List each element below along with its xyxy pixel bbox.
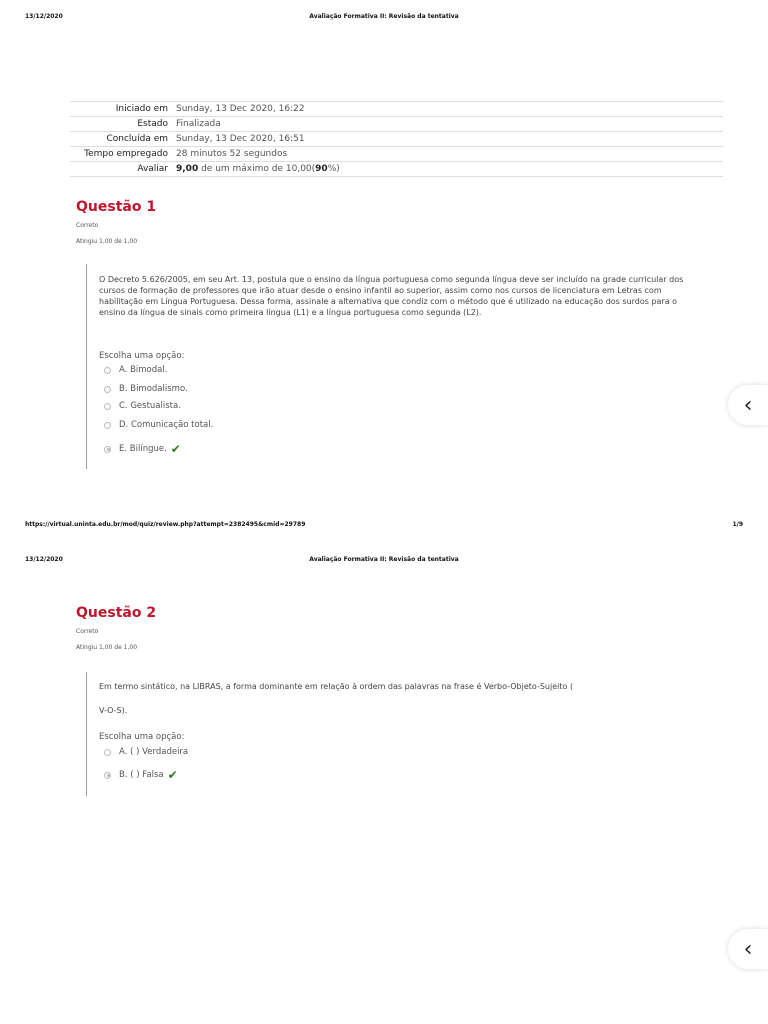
summary-label: Estado bbox=[70, 117, 172, 132]
print-date: 13/12/2020 bbox=[25, 13, 63, 20]
question-2-box bbox=[86, 672, 702, 796]
question-1-text: O Decreto 5.626/2005, em seu Art. 13, postula que o ensino da língua portuguesa como segunda língua deve ser incluído na grade curricular dos cursos de formação de professores que irão atuar desde o ensino infantil ao superior, assim como nos cursos de licenciatura em Letras com habilitação em Língua Portuguesa. Dessa forma, assinale a alternativa que condiz com o método que é utilizado na educação dos surdos para o ensino da língua de sinais como primeira língua (L1) e a língua portuguesa como segunda (L2). bbox=[99, 275, 684, 317]
grade-mid: de um máximo de 10,00( bbox=[198, 164, 316, 174]
option-label: B. ( ) Falsa bbox=[119, 770, 164, 780]
summary-row bbox=[70, 117, 723, 132]
option-label: A. Bimodal. bbox=[119, 365, 168, 375]
summary-row-grade bbox=[70, 162, 723, 177]
question-1-box bbox=[86, 264, 702, 469]
check-icon: ✔ bbox=[170, 442, 181, 456]
question-2-options bbox=[104, 747, 404, 787]
summary-label: Tempo empregado bbox=[70, 147, 172, 162]
summary-row bbox=[70, 132, 723, 147]
question-2-status: Correto bbox=[76, 628, 99, 635]
radio-icon[interactable] bbox=[104, 749, 111, 756]
question-2-prompt: Escolha uma opção: bbox=[99, 732, 185, 742]
radio-selected-icon[interactable] bbox=[104, 772, 111, 779]
summary-row bbox=[70, 102, 723, 117]
question-2-title: Questão 2 bbox=[76, 605, 157, 621]
summary-value: Sunday, 13 Dec 2020, 16:22 bbox=[172, 102, 723, 117]
question-1-options bbox=[104, 364, 404, 464]
option-b[interactable] bbox=[104, 768, 178, 782]
summary-value: Finalizada bbox=[172, 117, 723, 132]
summary-row bbox=[70, 147, 723, 162]
summary-label: Concluída em bbox=[70, 132, 172, 147]
option-c[interactable] bbox=[104, 401, 181, 411]
radio-icon[interactable] bbox=[104, 386, 111, 393]
footer-url: https://virtual.uninta.edu.br/mod/quiz/review.php?attempt=2382495&cmid=29789 bbox=[25, 521, 306, 528]
print-title: Avaliação Formativa II: Revisão da tentativa bbox=[309, 13, 459, 20]
option-d[interactable] bbox=[104, 420, 213, 430]
option-label: A. ( ) Verdadeira bbox=[119, 747, 189, 757]
print-date: 13/12/2020 bbox=[25, 556, 63, 563]
print-title: Avaliação Formativa II: Revisão da tentativa bbox=[309, 556, 459, 563]
grade-score: 9,00 bbox=[176, 164, 199, 174]
radio-icon[interactable] bbox=[104, 403, 111, 410]
chevron-left-icon[interactable]: ‹ bbox=[728, 929, 768, 969]
grade-percent: 90 bbox=[315, 164, 328, 174]
option-a[interactable] bbox=[104, 365, 167, 375]
grade-value bbox=[172, 162, 723, 177]
radio-icon[interactable] bbox=[104, 422, 111, 429]
chevron-left-icon[interactable]: ‹ bbox=[728, 385, 768, 425]
summary-value: 28 minutos 52 segundos bbox=[172, 147, 723, 162]
footer-page-number: 1/9 bbox=[732, 521, 743, 528]
question-2-text-line1: Em termo sintático, na LIBRAS, a forma dominante em relação à ordem das palavras na frase é Verbo-Objeto-Sujeito ( bbox=[99, 682, 574, 691]
check-icon: ✔ bbox=[167, 768, 178, 782]
option-label: B. Bimodalismo. bbox=[119, 384, 188, 394]
radio-selected-icon[interactable] bbox=[104, 446, 111, 453]
summary-value: Sunday, 13 Dec 2020, 16:51 bbox=[172, 132, 723, 147]
question-1-mark: Atingiu 1,00 de 1,00 bbox=[76, 238, 138, 245]
option-label: D. Comunicação total. bbox=[119, 420, 214, 430]
option-label: C. Gestualista. bbox=[119, 401, 181, 411]
option-e[interactable] bbox=[104, 442, 181, 456]
question-1-status: Correto bbox=[76, 222, 99, 229]
option-label: E. Bilíngue. bbox=[119, 444, 167, 454]
option-b[interactable] bbox=[104, 384, 188, 394]
radio-icon[interactable] bbox=[104, 367, 111, 374]
grade-end: %) bbox=[327, 164, 340, 174]
question-1-title: Questão 1 bbox=[76, 199, 157, 215]
option-a[interactable] bbox=[104, 747, 188, 757]
question-1-prompt: Escolha uma opção: bbox=[99, 351, 185, 361]
attempt-summary-table bbox=[70, 101, 723, 177]
summary-label: Iniciado em bbox=[70, 102, 172, 117]
question-2-mark: Atingiu 1,00 de 1,00 bbox=[76, 644, 138, 651]
grade-label: Avaliar bbox=[70, 162, 172, 177]
question-2-text-line2: V-O-S). bbox=[99, 706, 128, 715]
